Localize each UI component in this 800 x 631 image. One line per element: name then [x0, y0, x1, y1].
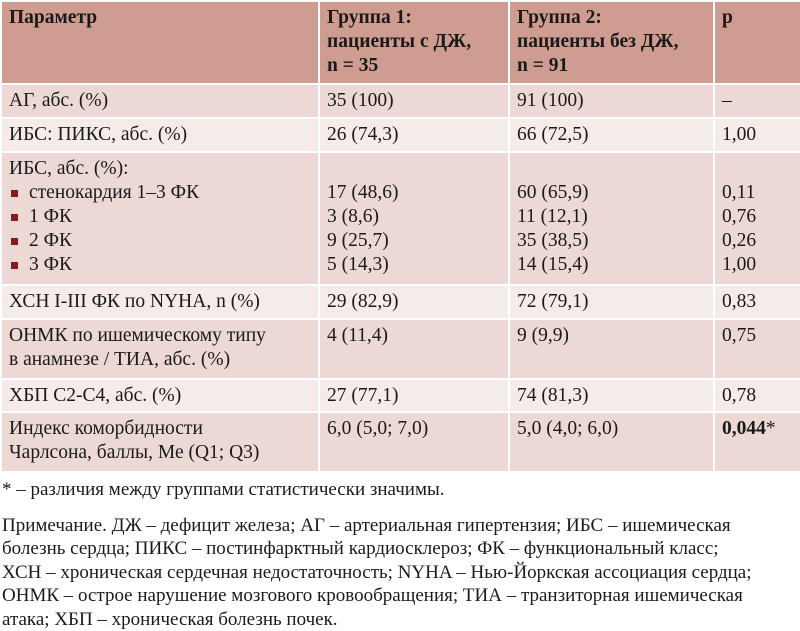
cell-group-1: 29 (82,9)	[319, 285, 509, 319]
header-group-1: Группа 1: пациенты с ДЖ, n = 35	[319, 1, 509, 84]
cell-group-1: 17 (48,6) 3 (8,6) 9 (25,7) 5 (14,3)	[319, 152, 509, 285]
list-item: 1 ФК	[9, 205, 312, 229]
cell-group-2: 72 (79,1)	[509, 285, 714, 319]
table-row	[1, 412, 800, 472]
table-header-row	[1, 1, 800, 84]
header-parameter: Параметр	[1, 1, 319, 84]
cell-group-1: 26 (74,3)	[319, 118, 509, 152]
list-item: 3 ФК	[9, 253, 312, 277]
cell-group-1: 6,0 (5,0; 7,0)	[319, 412, 509, 472]
significant-p-value: 0,044	[722, 418, 766, 439]
cell-group-2: 91 (100)	[509, 84, 714, 118]
table-row	[1, 379, 800, 412]
cell-group-2: 5,0 (4,0; 6,0)	[509, 412, 714, 472]
cell-param: ХСН I-III ФК по NYHA, n (%)	[1, 285, 319, 319]
cell-group-1: 27 (77,1)	[319, 379, 509, 412]
cell-param: ХБП С2-С4, абс. (%)	[1, 379, 319, 412]
cell-group-2: 60 (65,9) 11 (12,1) 35 (38,5) 14 (15,4)	[509, 152, 714, 285]
cell-p: 0,83	[714, 285, 800, 319]
cell-group-2: 9 (9,9)	[509, 319, 714, 379]
cell-group-2: 66 (72,5)	[509, 118, 714, 152]
cell-p: –	[714, 84, 800, 118]
cell-group-1: 4 (11,4)	[319, 319, 509, 379]
list-item: 2 ФК	[9, 229, 312, 253]
ibs-heading: ИБС, абс. (%):	[9, 158, 129, 179]
table-row	[1, 152, 800, 285]
cell-param: ОНМК по ишемическому типу в анамнезе / ТИА, абс. (%)	[1, 319, 319, 379]
list-item: стенокардия 1–3 ФК	[9, 181, 312, 205]
cell-param: АГ, абс. (%)	[1, 84, 319, 118]
footnote: * – различия между группами статистически значимы.	[2, 479, 445, 500]
table-notes	[2, 478, 798, 631]
table-row	[1, 118, 800, 152]
significance-mark: *	[765, 418, 776, 439]
cell-p	[714, 412, 800, 472]
table-row	[1, 84, 800, 118]
cell-p: 0,78	[714, 379, 800, 412]
cell-param: ИБС: ПИКС, абс. (%)	[1, 118, 319, 152]
cell-param: Индекс коморбидности Чарлсона, баллы, Ме (Q1; Q3)	[1, 412, 319, 472]
cell-group-2: 74 (81,3)	[509, 379, 714, 412]
table-row	[1, 319, 800, 379]
header-group-2: Группа 2: пациенты без ДЖ, n = 91	[509, 1, 714, 84]
cell-group-1: 35 (100)	[319, 84, 509, 118]
cell-p: 0,11 0,76 0,26 1,00	[714, 152, 800, 285]
header-p: p	[714, 1, 800, 84]
cell-p: 0,75	[714, 319, 800, 379]
abbreviations-note: Примечание. ДЖ – дефицит железа; АГ – артериальная гипертензия; ИБС – ишемическая болезнь сердца; ПИКС – постинфарктный кардиосклероз; ФК – функциональный класс; ХСН – хроническая сердечная недостаточность; NYHA – Нью-Йоркская ассоциация сердца; ОНМК – острое нарушение мозгового кровообращения; ТИА – транзиторная ишемическая атака; ХБП – хроническая болезнь почек.	[2, 514, 752, 630]
table-row	[1, 285, 800, 319]
cell-param	[1, 152, 319, 285]
cell-p: 1,00	[714, 118, 800, 152]
